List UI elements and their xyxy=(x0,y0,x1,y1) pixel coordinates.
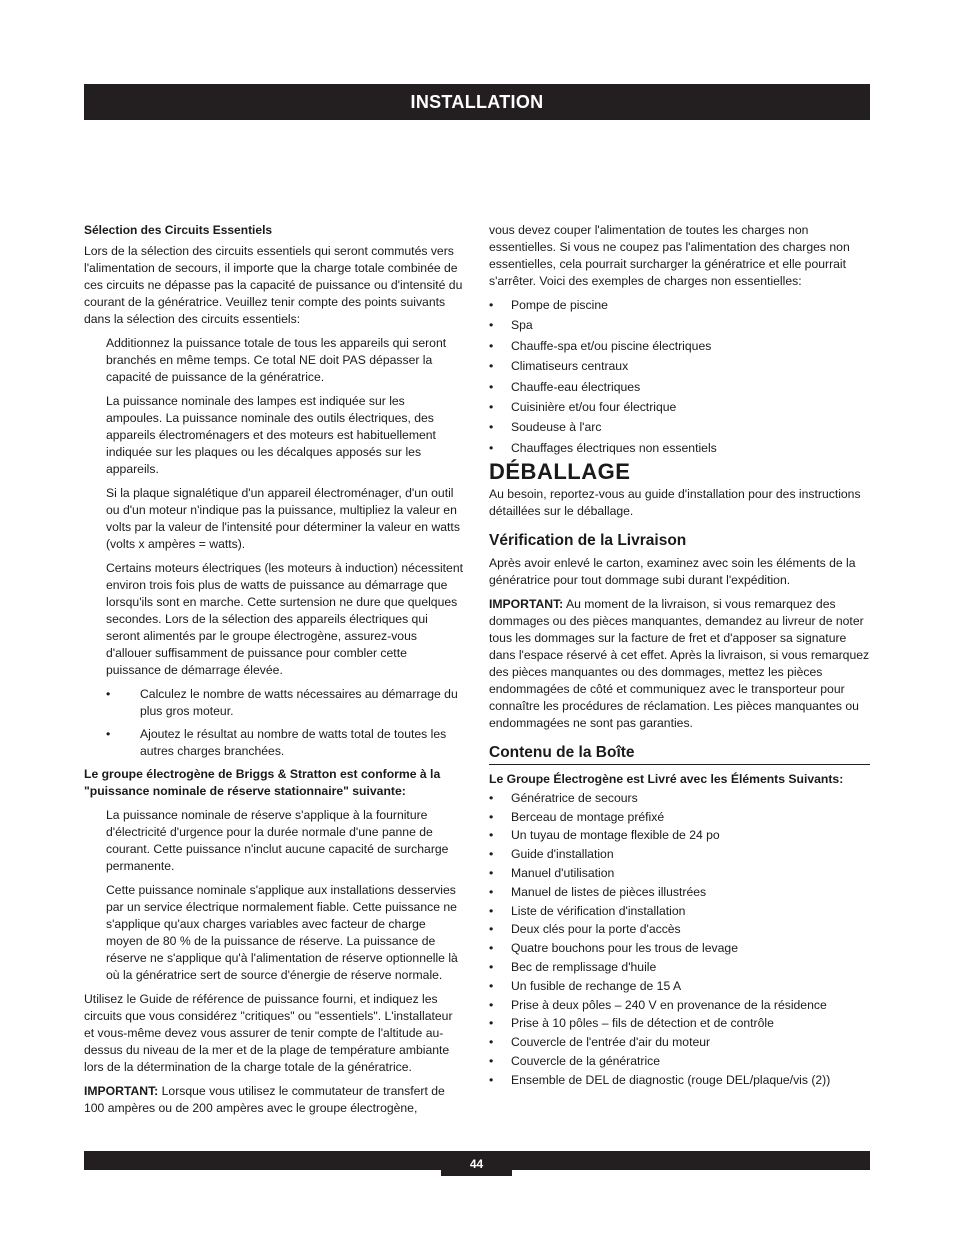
important-label: IMPORTANT: xyxy=(489,596,564,611)
right-column xyxy=(489,222,870,1095)
indented-para-2: La puissance nominale des lampes est indiquée sur les ampoules. La puissance nominale des outils électriques, des appareils électroménagers et des moteurs est habituellement indiquée sur les plaques ou les décalques apposés sur les appareils. xyxy=(106,394,436,476)
list-item xyxy=(489,846,870,863)
list-item xyxy=(489,1015,870,1032)
list-item-text: Couvercle de l'entrée d'air du moteur xyxy=(511,1035,711,1050)
list-item xyxy=(489,379,870,396)
bullet-icon: • xyxy=(489,298,494,312)
bullet-icon: • xyxy=(489,865,494,880)
bullet-icon: • xyxy=(489,420,494,435)
list-item-text: Un fusible de rechange de 15 A xyxy=(511,978,682,993)
delivery-important-para xyxy=(489,596,870,732)
list-item-text: Deux clés pour la porte d'accès xyxy=(511,922,681,937)
list-item xyxy=(489,884,870,901)
list-item xyxy=(489,1053,870,1070)
list-item-text: Génératrice de secours xyxy=(511,790,638,805)
list-item-text: Spa xyxy=(511,318,533,333)
list-item-text: Ajoutez le résultat au nombre de watts total de toutes les autres charges branchées. xyxy=(140,727,447,758)
bullet-icon: • xyxy=(489,1053,494,1068)
left-column xyxy=(84,222,464,1124)
bullet-icon: • xyxy=(489,959,494,974)
list-item xyxy=(489,399,870,416)
page-number-text: 44 xyxy=(469,1156,484,1171)
bullet-icon: • xyxy=(489,399,494,414)
bullet-icon: • xyxy=(106,727,111,741)
essential-circuits-heading: Sélection des Circuits Essentiels xyxy=(84,223,273,237)
list-item-text: Chauffages électriques non essentiels xyxy=(511,440,717,455)
list-item-text: Climatiseurs centraux xyxy=(511,359,629,374)
important-label: IMPORTANT: xyxy=(84,1084,159,1098)
list-item xyxy=(489,865,870,882)
important-para xyxy=(84,1083,464,1117)
list-item-text: Ensemble de DEL de diagnostic (rouge DEL/plaque/vis (2)) xyxy=(511,1072,831,1087)
bullet-icon: • xyxy=(489,338,494,353)
indented-para-3: Si la plaque signalétique d'un appareil électroménager, d'un outil ou d'un moteur n'indique pas la puissance, multipliez la valeur en volts par la valeur de l'intensité pour déterminer la valeur en watts (volts x ampères = watts). xyxy=(106,486,460,551)
list-item xyxy=(489,317,870,334)
list-item xyxy=(489,978,870,995)
bullet-icon: • xyxy=(489,941,494,956)
unpacking-intro: Au besoin, reportez-vous au guide d'installation pour des instructions détaillées sur le déballage. xyxy=(489,486,861,518)
section-header xyxy=(84,84,870,120)
list-item xyxy=(489,809,870,826)
bullet-icon: • xyxy=(489,809,494,824)
list-item xyxy=(84,686,464,720)
list-item xyxy=(489,1034,870,1051)
list-item-text: Prise à 10 pôles – fils de détection et de contrôle xyxy=(511,1016,774,1031)
bullet-icon: • xyxy=(489,440,494,455)
list-item xyxy=(489,921,870,938)
important-text: Au moment de la livraison, si vous remarquez des dommages ou des pièces manquantes, demandez au livreur de noter tous les dommages sur la facture de fret et d'apposer sa signature dans l'espace réservé à cet effet. Après la livraison, si vous remarquez des pièces manquantes ou des dommages, mettez les pièces endommagées de côté et communiquez avec le transporteur pour connaître les procédures de réclamation. Les pièces manquantes ou endommagées ne sont pas garanties. xyxy=(489,596,870,730)
page-number xyxy=(441,1151,512,1176)
list-item xyxy=(489,790,870,807)
list-item xyxy=(489,338,870,355)
bullet-icon: • xyxy=(489,884,494,899)
bullet-icon: • xyxy=(489,318,494,333)
bullet-icon: • xyxy=(489,922,494,937)
conformity-para-1: La puissance nominale de réserve s'applique à la fourniture d'électricité d'urgence pour la durée normale d'une panne de courant. Cette puissance n'inclut aucune capacité de surcharge permanente. xyxy=(106,808,449,873)
list-item-text: Cuisinière et/ou four électrique xyxy=(511,399,677,414)
list-item xyxy=(489,297,870,314)
list-item-text: Un tuyau de montage flexible de 24 po xyxy=(511,828,720,843)
list-item-text: Couvercle de la génératrice xyxy=(511,1053,661,1068)
box-contents-heading: Le Groupe Électrogène est Livré avec les Éléments Suivants: xyxy=(489,771,844,786)
list-item-text: Chauffe-spa et/ou piscine électriques xyxy=(511,338,712,353)
list-item xyxy=(489,1072,870,1089)
unpacking-title: DÉBALLAGE xyxy=(489,458,631,484)
box-contents-list xyxy=(489,790,870,1089)
bullet-icon: • xyxy=(489,978,494,993)
list-item xyxy=(489,440,870,457)
list-item xyxy=(84,726,464,760)
important-text: Lorsque vous utilisez le commutateur de transfert de 100 ampères ou de 200 ampères avec le groupe électrogène, xyxy=(84,1084,445,1115)
continuation-para: vous devez couper l'alimentation de toutes les charges non essentielles. Si vous ne coupez pas l'alimentation des charges non essentielles, cela pourrait surcharger la génératrice et elle pourrait s'arrêter. Voici des exemples de charges non essentielles: xyxy=(489,223,850,288)
list-item-text: Quatre bouchons pour les trous de levage xyxy=(511,941,738,956)
list-item-text: Manuel d'utilisation xyxy=(511,865,615,880)
guide-para: Utilisez le Guide de référence de puissance fourni, et indiquez les circuits que vous considérez "critiques" ou "essentiels". L'installateur et vous-même devez vous assurer de tenir compte de l'altitude au-dessus du niveau de la mer et de la plage de température ambiante lors de la détermination de la charge totale de la génératrice. xyxy=(84,992,453,1074)
list-item xyxy=(489,959,870,976)
bullet-icon: • xyxy=(489,847,494,862)
list-item-text: Soudeuse à l'arc xyxy=(511,420,602,435)
nonessential-list xyxy=(489,297,870,457)
bullet-icon: • xyxy=(489,828,494,843)
essential-circuits-intro: Lors de la sélection des circuits essentiels qui seront commutés vers l'alimentation de secours, il importe que la charge totale combinée de ces circuits ne dépasse pas la capacité de puissance ou d'intensité du courant de la génératrice. Veuillez tenir compte des points suivants dans la sélection des circuits essentiels: xyxy=(84,244,463,326)
bullet-icon: • xyxy=(489,359,494,374)
list-item xyxy=(489,358,870,375)
bullet-icon: • xyxy=(489,997,494,1012)
bullet-icon: • xyxy=(489,1016,494,1031)
conformity-para-2: Cette puissance nominale s'applique aux installations desservies par un service électrique normalement fiable. Cette puissance ne s'applique qu'aux charges variables avec facteur de charge moyen de 80 % de la puissance de réserve. La puissance de réserve ne s'applique qu'à l'alimentation de réserve optionnelle là où la génératrice sert de source d'énergie de réserve normale. xyxy=(106,883,458,982)
bullet-icon: • xyxy=(489,790,494,805)
list-item xyxy=(489,419,870,436)
list-item xyxy=(489,940,870,957)
section-header-title: INSTALLATION xyxy=(410,91,544,112)
list-item-text: Manuel de listes de pièces illustrées xyxy=(511,884,707,899)
bullet-icon: • xyxy=(106,687,111,701)
delivery-check-para: Après avoir enlevé le carton, examinez avec soin les éléments de la génératrice pour tout dommage subi durant l'expédition. xyxy=(489,555,856,587)
list-item xyxy=(489,997,870,1014)
indented-para-1: Additionnez la puissance totale de tous les appareils qui seront branchés en même temps. Ce total NE doit PAS dépasser la capacité de puissance de la génératrice. xyxy=(106,336,447,384)
bullet-icon: • xyxy=(489,1072,494,1087)
list-item-text: Calculez le nombre de watts nécessaires au démarrage du plus gros moteur. xyxy=(140,687,458,718)
list-item-text: Liste de vérification d'installation xyxy=(511,903,686,918)
conformity-heading: Le groupe électrogène de Briggs & Stratton est conforme à la "puissance nominale de réserve stationnaire" suivante: xyxy=(84,767,441,798)
bullet-icon: • xyxy=(489,903,494,918)
indented-para-4: Certains moteurs électriques (les moteurs à induction) nécessitent environ trois fois plus de watts de puissance au démarrage que lorsqu'ils sont en marche. Cette surtension ne dure que quelques secondes. Lors de la sélection des appareils électriques qui seront alimentés par le groupe électrogène, assurez-vous d'allouer suffisamment de puissance pour combler cette puissance de démarrage élevée. xyxy=(106,561,463,677)
list-item-text: Chauffe-eau électriques xyxy=(511,379,641,394)
delivery-check-title: Vérification de la Livraison xyxy=(489,531,687,549)
bullet-icon: • xyxy=(489,379,494,394)
bullet-icon: • xyxy=(489,1035,494,1050)
list-item xyxy=(489,827,870,844)
list-item-text: Berceau de montage préfixé xyxy=(511,809,665,824)
list-item xyxy=(489,903,870,920)
list-item-text: Guide d'installation xyxy=(511,847,614,862)
list-item-text: Prise à deux pôles – 240 V en provenance de la résidence xyxy=(511,997,827,1012)
list-item-text: Bec de remplissage d'huile xyxy=(511,959,657,974)
box-contents-title: Contenu de la Boîte xyxy=(489,744,870,765)
list-item-text: Pompe de piscine xyxy=(511,298,608,312)
